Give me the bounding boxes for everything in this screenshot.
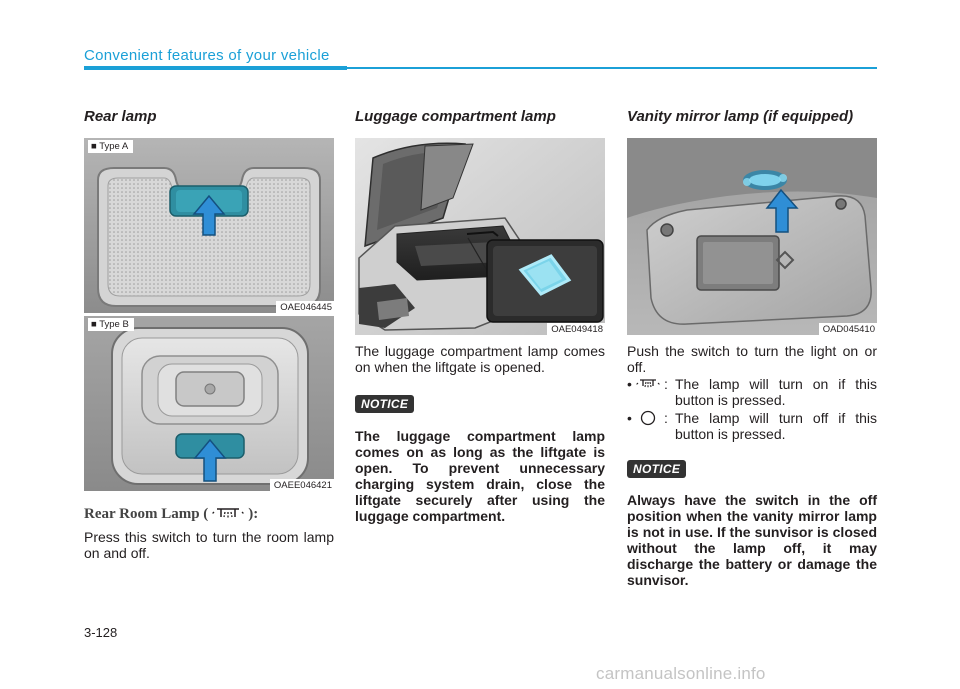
type-b-label: ■ Type B <box>88 318 134 331</box>
lamp-off-icon <box>636 410 660 426</box>
rear-lamp-column <box>84 108 334 561</box>
figure-code: OAEE046421 <box>270 479 334 491</box>
rear-lamp-figure-type-a <box>84 138 334 313</box>
watermark: carmanualsonline.info <box>596 664 766 683</box>
vanity-lamp-column <box>627 108 877 588</box>
luggage-lamp-title: Luggage compartment lamp <box>355 108 556 125</box>
vanity-bullet-on: • : The lamp will turn on if this button is pressed. <box>627 376 877 408</box>
rear-lamp-type-a-illustration <box>84 138 334 313</box>
rear-room-lamp-heading <box>84 505 334 523</box>
header-line <box>347 67 877 69</box>
header-rule <box>84 66 347 70</box>
rear-lamp-title: Rear lamp <box>84 108 157 125</box>
section-header: Convenient features of your vehicle <box>84 47 330 64</box>
vanity-lamp-figure <box>627 138 877 335</box>
bullet-text: The lamp will turn on if this button is pressed. <box>675 376 877 408</box>
lamp-on-icon <box>636 376 660 390</box>
heading-prefix: Rear Room Lamp ( <box>84 506 209 522</box>
vanity-lamp-intro: Push the switch to turn the light on or off. <box>627 343 877 375</box>
bullet-colon: : <box>664 376 668 392</box>
type-a-label: ■ Type A <box>88 140 133 153</box>
page-number: 3-128 <box>84 625 118 640</box>
rear-lamp-description: Press this switch to turn the room lamp on and off. <box>84 529 334 561</box>
room-lamp-icon <box>211 505 245 519</box>
luggage-notice-text: The luggage compartment lamp comes on as long as the liftgate is open. To prevent unnecessary charging system drain, close the liftgate securely after using the luggage compartment. <box>355 428 605 524</box>
bullet-text: The lamp will turn off if this button is pressed. <box>675 410 877 442</box>
vanity-mirror-illustration <box>627 138 877 335</box>
vanity-lamp-title: Vanity mirror lamp (if equipped) <box>627 108 854 125</box>
rear-lamp-figure-type-b <box>84 316 334 491</box>
bullet-colon: : <box>664 410 668 426</box>
luggage-notice <box>355 395 605 413</box>
notice-badge: NOTICE <box>355 395 414 413</box>
luggage-lamp-column <box>355 108 605 524</box>
notice-badge: NOTICE <box>627 460 686 478</box>
figure-code: OAD045410 <box>819 323 877 335</box>
heading-suffix: ): <box>248 506 259 522</box>
luggage-lamp-description: The luggage compartment lamp comes on when the liftgate is opened. <box>355 343 605 375</box>
vanity-notice <box>627 460 877 478</box>
luggage-compartment-illustration <box>355 138 605 335</box>
figure-code: OAE046445 <box>276 301 334 313</box>
vanity-bullet-off: • : The lamp will turn off if this button is pressed. <box>627 410 877 442</box>
luggage-lamp-figure <box>355 138 605 335</box>
figure-code: OAE049418 <box>547 323 605 335</box>
vanity-notice-text: Always have the switch in the off position when the vanity mirror lamp is not in use. If the sunvisor is closed without the lamp off, it may discharge the battery or damage the sunvisor. <box>627 492 877 588</box>
rear-lamp-type-b-illustration <box>84 316 334 491</box>
